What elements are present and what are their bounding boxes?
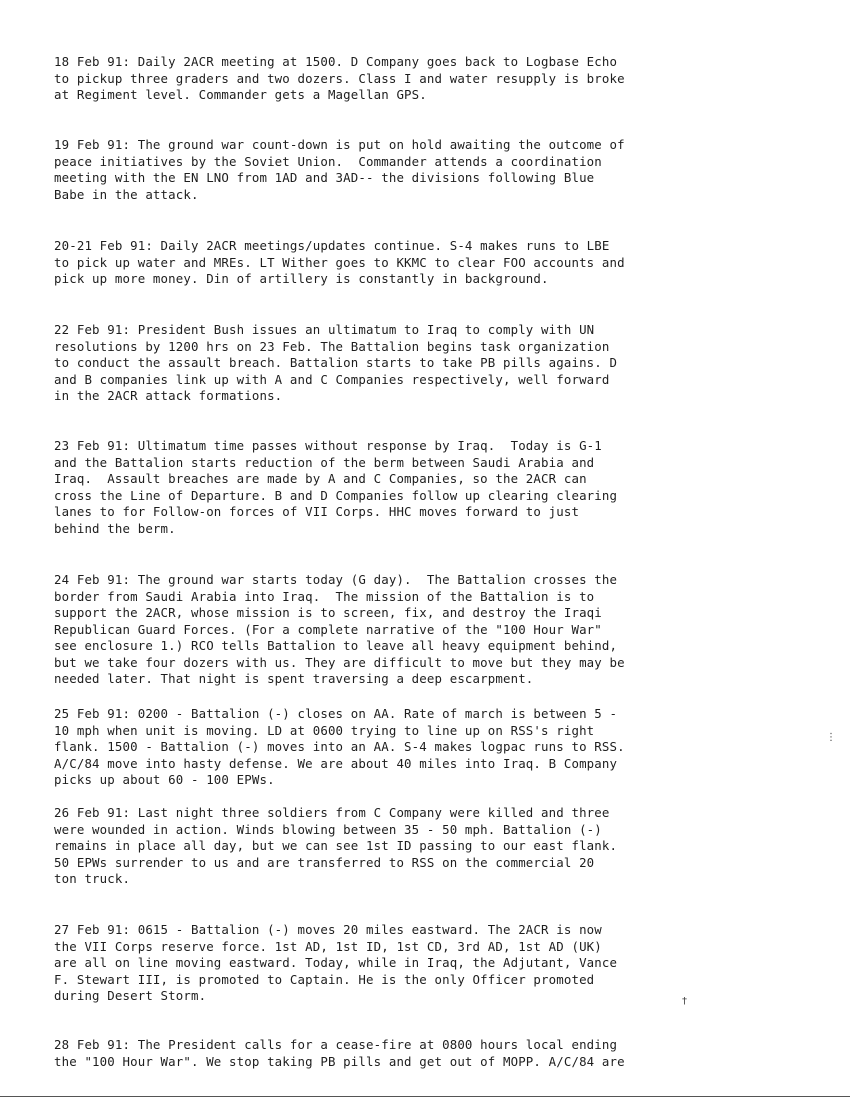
scan-speck: ⋮ bbox=[826, 732, 836, 743]
entry-28-feb: 28 Feb 91: The President calls for a cease-fire at 0800 hours local ending the "100 Hour War". We stop taking PB pills and get out of MOPP. A/C/84 are bbox=[54, 1037, 625, 1069]
entry-27-feb: 27 Feb 91: 0615 - Battalion (-) moves 20 miles eastward. The 2ACR is now the VII Corps reserve force. 1st AD, 1st ID, 1st CD, 3rd AD, 1st AD (UK) are all on line moving eastward. Today, while in Iraq, the Adjutant, Vance F. Stewart III, is promoted to Captain. He is the only Officer promoted during Desert Storm. bbox=[54, 922, 618, 1003]
entry-25-feb: 25 Feb 91: 0200 - Battalion (-) closes on AA. Rate of march is between 5 - 10 mph when unit is moving. LD at 0600 trying to line up on RSS's right flank. 1500 - Battalion (-) moves into an AA. S-4 makes logpac runs to RSS. A/C/84 move into hasty defense. We are about 40 miles into Iraq. B Company picks up about 60 - 100 EPWs. bbox=[54, 706, 625, 787]
entry-22-feb: 22 Feb 91: President Bush issues an ultimatum to Iraq to comply with UN resolutions by 1200 hrs on 23 Feb. The Battalion begins task organization to conduct the assault breach. Battalion starts to take PB pills agains. D and B companies link up with A and C Companies respectively, well forward in the 2ACR attack formations. bbox=[54, 322, 618, 403]
entry-18-feb: 18 Feb 91: Daily 2ACR meeting at 1500. D Company goes back to Logbase Echo to pickup three graders and two dozers. Class I and water resupply is broke at Regiment level. Commander gets a Magellan GPS. bbox=[54, 54, 625, 102]
entry-26-feb: 26 Feb 91: Last night three soldiers from C Company were killed and three were wounded in action. Winds blowing between 35 - 50 mph. Battalion (-) remains in place all day, but we can see 1st ID passing to our east flank. 50 EPWs surrender to us and are transferred to RSS on the commercial 20 ton truck. bbox=[54, 805, 618, 886]
entry-23-feb: 23 Feb 91: Ultimatum time passes without response by Iraq. Today is G-1 and the Battalion starts reduction of the berm between Saudi Arabia and Iraq. Assault breaches are made by A and C Companies, so the 2ACR can cross the Line of Departure. B and D Companies follow up clearing clearing lanes to for Follow-on forces of VII Corps. HHC moves forward to just behind the berm. bbox=[54, 438, 618, 536]
ink-mark: † bbox=[682, 996, 687, 1007]
bottom-rule bbox=[0, 1096, 850, 1097]
entry-20-21-feb: 20-21 Feb 91: Daily 2ACR meetings/updates continue. S-4 makes runs to LBE to pick up water and MREs. LT Wither goes to KKMC to clear FOO accounts and pick up more money. Din of artillery is constantly in background. bbox=[54, 238, 625, 286]
entry-19-feb: 19 Feb 91: The ground war count-down is put on hold awaiting the outcome of peace initiatives by the Soviet Union. Commander attends a coordination meeting with the EN LNO from 1AD and 3AD-- the divisions following Blue Babe in the attack. bbox=[54, 137, 625, 202]
entry-24-feb: 24 Feb 91: The ground war starts today (G day). The Battalion crosses the border from Saudi Arabia into Iraq. The mission of the Battalion is to support the 2ACR, whose mission is to screen, fix, and destroy the Iraqi Republican Guard Forces. (For a complete narrative of the "100 Hour War" see enclosure 1.) RCO tells Battalion to leave all heavy equipment behind, but we take four dozers with us. They are difficult to move but they may be needed later. That night is spent traversing a deep escarpment. bbox=[54, 572, 625, 686]
